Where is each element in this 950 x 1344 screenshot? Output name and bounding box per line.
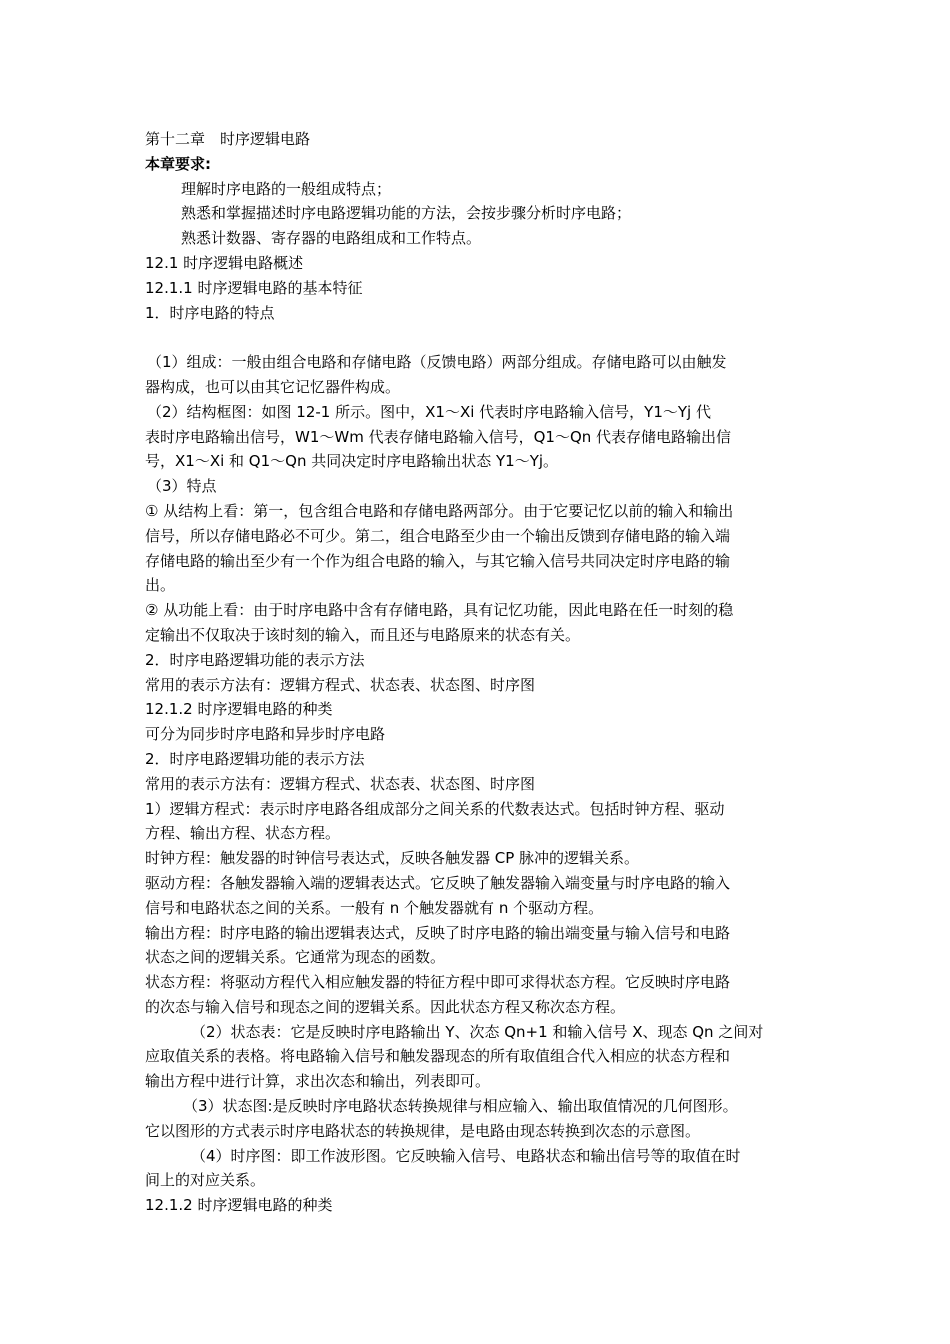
subsection-heading: 12.1.2 时序逻辑电路的种类	[145, 700, 333, 719]
text-line: 方程、输出方程、状态方程。	[145, 824, 341, 843]
document-page	[145, 127, 810, 1218]
text-line: （2）结构框图：如图 12-1 所示。图中，X1～Xi 代表时序电路输入信号，Y1～Yj 代	[147, 402, 711, 421]
text-line: 输出方程：时序电路的输出逻辑表达式，反映了时序电路的输出端变量与输入信号和电路	[145, 923, 731, 942]
text-line: 信号，所以存储电路必不可少。第二，组合电路至少由一个输出反馈到存储电路的输入端	[145, 526, 731, 545]
text-line: 1）逻辑方程式：表示时序电路各组成部分之间关系的代数表达式。包括时钟方程、驱动	[145, 799, 725, 818]
text-line: 状态方程：将驱动方程代入相应触发器的特征方程中即可求得状态方程。它反映时序电路	[145, 973, 731, 992]
subsection-heading: 12.1.1 时序逻辑电路的基本特征	[145, 278, 363, 297]
text-line: （3）状态图:是反映时序电路状态转换规律与相应输入、输出取值情况的几何图形。	[183, 1097, 738, 1116]
text-line: 间上的对应关系。	[145, 1171, 266, 1190]
chapter-title: 第十二章 时序逻辑电路	[145, 130, 311, 148]
requirements-label: 本章要求:	[145, 154, 211, 173]
text-line: （1）组成：一般由组合电路和存储电路（反馈电路）两部分组成。存储电路可以由触发	[147, 353, 727, 372]
section-heading: 12.1 时序逻辑电路概述	[145, 253, 304, 272]
text-line: 存储电路的输出至少有一个作为组合电路的输入，与其它输入信号共同决定时序电路的输	[145, 551, 731, 570]
text-line: 驱动方程：各触发器输入端的逻辑表达式。它反映了触发器输入端变量与时序电路的输入	[145, 873, 731, 892]
text-line: 它以图形的方式表示时序电路状态的转换规律，是电路由现态转换到次态的示意图。	[145, 1121, 701, 1140]
text-line: 出。	[145, 576, 176, 595]
requirement-item: 熟悉和掌握描述时序电路逻辑功能的方法，会按步骤分析时序电路；	[181, 204, 632, 223]
text-line: 器构成，也可以由其它记忆器件构成。	[145, 377, 401, 396]
item-heading: 1．时序电路的特点	[145, 303, 275, 322]
text-line: 常用的表示方法有：逻辑方程式、状态表、状态图、时序图	[145, 774, 536, 793]
text-line: 信号和电路状态之间的关系。一般有 n 个触发器就有 n 个驱动方程。	[145, 898, 604, 917]
text-line: 表时序电路输出信号，W1～Wm 代表存储电路输入信号，Q1～Qn 代表存储电路输出信	[145, 427, 732, 446]
text-line: （2）状态表：它是反映时序电路输出 Y、次态 Qn+1 和输入信号 X、现态 Qn 之间对	[191, 1022, 764, 1041]
text-line: （4）时序图：即工作波形图。它反映输入信号、电路状态和输出信号等的取值在时	[191, 1146, 741, 1165]
text-line: 号，X1～Xi 和 Q1～Qn 共同决定时序电路输出状态 Y1～Yj。	[145, 452, 559, 471]
text-line: 定输出不仅取决于该时刻的输入，而且还与电路原来的状态有关。	[145, 625, 581, 644]
requirement-item: 理解时序电路的一般组成特点；	[181, 179, 392, 198]
subsection-heading: 12.1.2 时序逻辑电路的种类	[145, 1196, 333, 1215]
text-line: 时钟方程：触发器的时钟信号表达式，反映各触发器 CP 脉冲的逻辑关系。	[145, 849, 640, 868]
text-line: 的次态与输入信号和现态之间的逻辑关系。因此状态方程又称次态方程。	[145, 997, 626, 1016]
item-heading: 2．时序电路逻辑功能的表示方法	[145, 650, 365, 669]
blank-line	[145, 325, 810, 350]
text-line: ② 从功能上看：由于时序电路中含有存储电路，具有记忆功能，因此电路在任一时刻的稳	[145, 601, 734, 620]
text-line: 常用的表示方法有：逻辑方程式、状态表、状态图、时序图	[145, 675, 536, 694]
text-line: （3）特点	[147, 477, 217, 496]
text-line: 状态之间的逻辑关系。它通常为现态的函数。	[145, 948, 446, 967]
requirement-item: 熟悉计数器、寄存器的电路组成和工作特点。	[181, 229, 482, 248]
item-heading: 2．时序电路逻辑功能的表示方法	[145, 749, 365, 768]
text-line: 可分为同步时序电路和异步时序电路	[145, 725, 386, 744]
text-line: 应取值关系的表格。将电路输入信号和触发器现态的所有取值组合代入相应的状态方程和	[145, 1047, 731, 1066]
text-line: 输出方程中进行计算，求出次态和输出，列表即可。	[145, 1072, 491, 1091]
text-line: ① 从结构上看：第一，包含组合电路和存储电路两部分。由于它要记忆以前的输入和输出	[145, 501, 734, 520]
